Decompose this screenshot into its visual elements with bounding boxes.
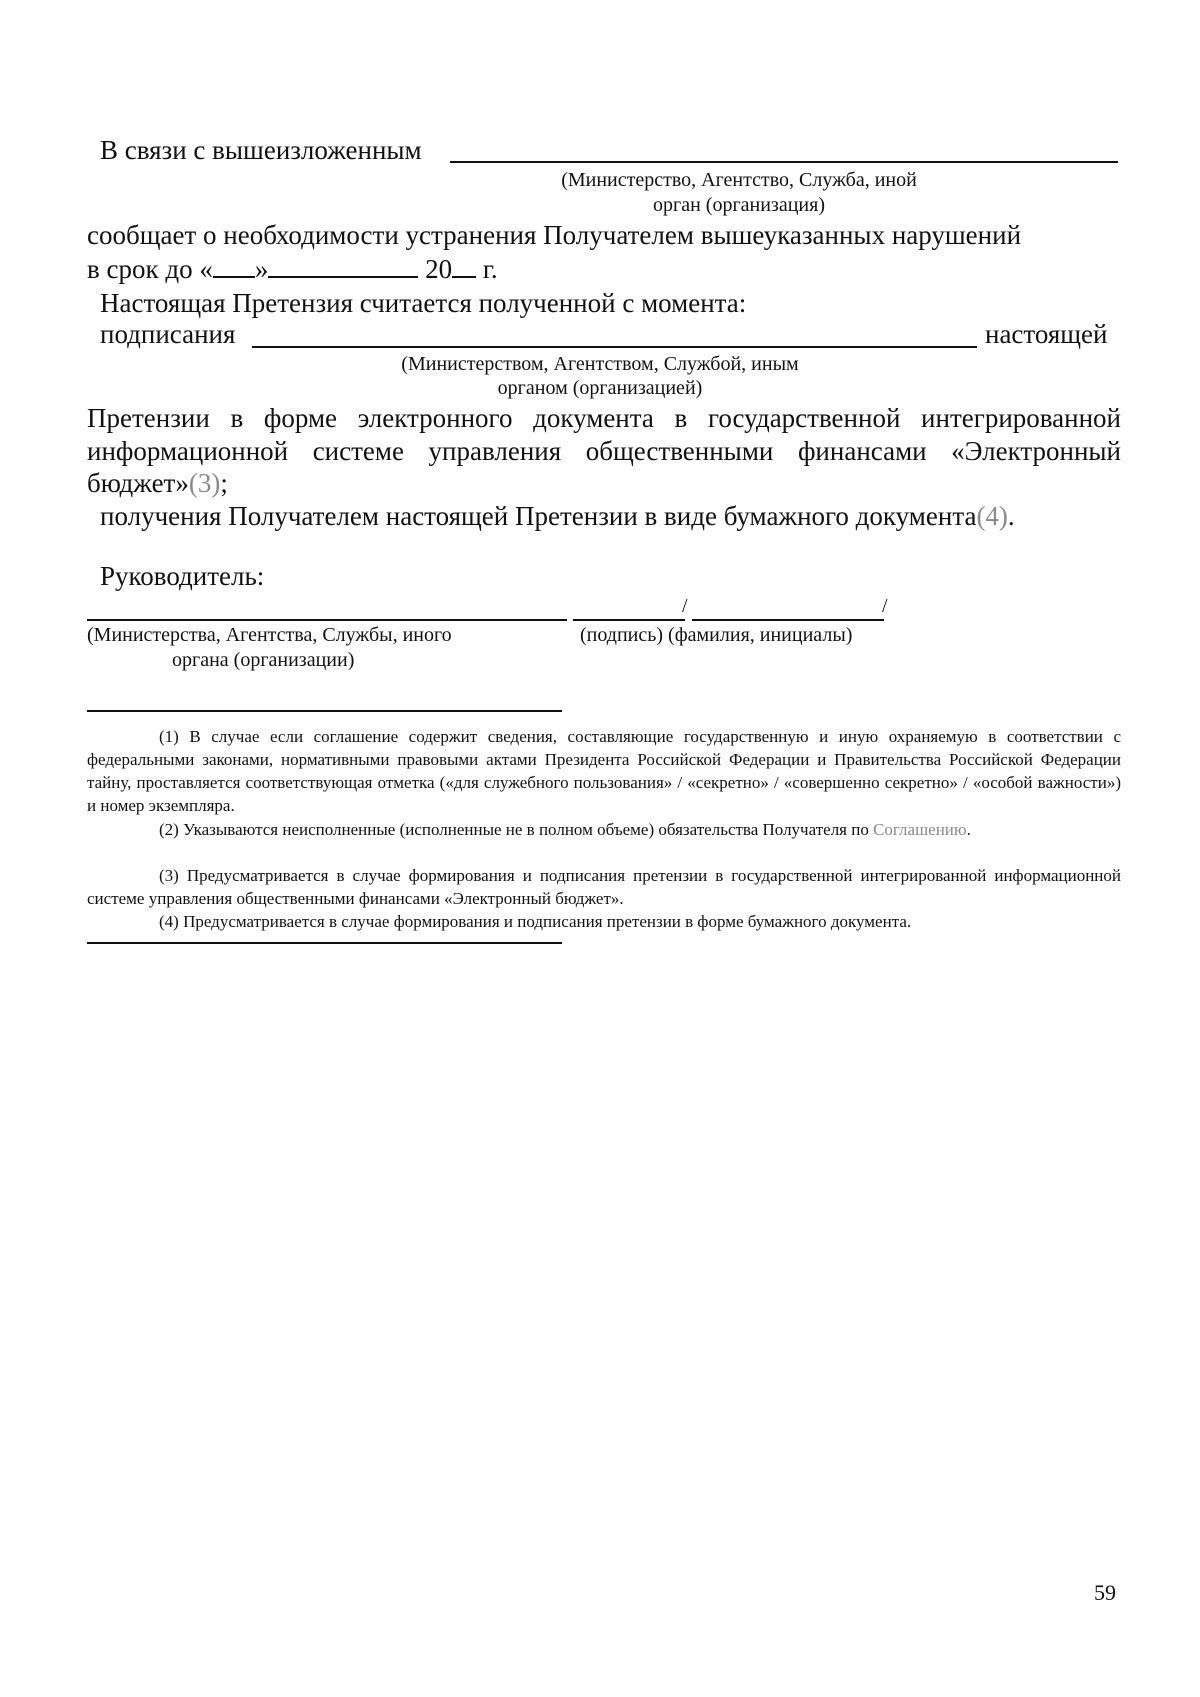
- deadline-year: 20: [425, 254, 453, 284]
- electronic-line-3: [87, 467, 228, 500]
- footnote-3: (3) Предусматривается в случае формирования и подписания претензии в государственной интегрированной информационной системе управления общественными финансами «Электронный бюджет».: [87, 866, 1121, 908]
- signature-line: [573, 619, 685, 621]
- electronic-line-1: Претензии в форме электронного документа в государственной интегрированной: [87, 403, 1121, 433]
- signing-suffix: настоящей: [985, 319, 1108, 349]
- electronic-line-3-end: ;: [220, 468, 228, 498]
- deadline-day-blank: [213, 254, 255, 278]
- deadline-line: [87, 253, 498, 286]
- deadline-year-blank: [452, 254, 476, 278]
- org-sign-line: [87, 619, 567, 621]
- deadline-prefix: в срок до «: [87, 254, 213, 284]
- head-label: Руководитель:: [100, 561, 265, 591]
- deadline-mid: »: [254, 254, 269, 284]
- footnote-2: [87, 818, 1121, 841]
- intro-caption-2: орган (организация): [653, 194, 825, 216]
- electronic-line-2: информационной системе управления общественными финансами «Электронный: [87, 436, 1121, 466]
- org-caption-1: (Министерства, Агентства, Службы, иного: [87, 624, 452, 646]
- considered-line: Настоящая Претензия считается полученной с момента:: [100, 288, 747, 318]
- slash-1: /: [682, 595, 688, 617]
- paper-line-text: получения Получателем настоящей Претензии в виде бумажного документа: [100, 501, 977, 531]
- name-line: [692, 619, 884, 621]
- page-number: 59: [1094, 1580, 1116, 1605]
- intro-caption-1: (Министерство, Агентство, Служба, иной: [561, 169, 917, 191]
- paper-line-end: .: [1007, 501, 1015, 531]
- notice-line: сообщает о необходимости устранения Получателем вышеуказанных нарушений: [87, 220, 1022, 250]
- signing-fill-line: [252, 346, 977, 348]
- org-caption-2: органа (организации): [172, 649, 355, 671]
- deadline-month-blank: [268, 254, 418, 278]
- signing-caption-1: (Министерством, Агентством, Службой, иным: [401, 353, 799, 375]
- footnote-1: (1) В случае если соглашение содержит сведения, составляющие государственную и иную охраняемую в соответствии с федеральными законами, нормативными правовыми актами Президента Российской Федерации и Правительства Российской Федерации тайну, проставляется соответствующая отметка («для служебного пользования» / «секретно» / «совершенно секретно» / «особой важности») и номер экземпляра.: [87, 727, 1121, 815]
- footnote-2-end: .: [966, 820, 971, 839]
- slash-2: /: [882, 595, 888, 617]
- footnote-ref-3[interactable]: (3): [188, 468, 221, 498]
- signing-label: подписания: [100, 319, 236, 349]
- deadline-suffix: г.: [482, 254, 498, 284]
- footnote-4: (4) Предусматривается в случае формирования и подписания претензии в форме бумажного документа.: [159, 912, 912, 931]
- intro-label: В связи с вышеизложенным: [100, 135, 422, 165]
- agreement-link[interactable]: Соглашению: [873, 820, 967, 839]
- sign-caption: (подпись) (фамилия, инициалы): [580, 624, 853, 646]
- intro-fill-line: [450, 161, 1118, 163]
- paper-line: [100, 500, 1015, 533]
- signing-caption-2: органом (организацией): [497, 377, 703, 399]
- footnote-end-line: [87, 942, 562, 944]
- footnote-2-text: (2) Указываются неисполненные (исполненные не в полном объеме) обязательства Получателя по: [159, 820, 874, 839]
- footnote-separator: [87, 710, 562, 712]
- footnote-ref-4[interactable]: (4): [976, 501, 1008, 531]
- electronic-line-3-text: бюджет»: [87, 468, 189, 498]
